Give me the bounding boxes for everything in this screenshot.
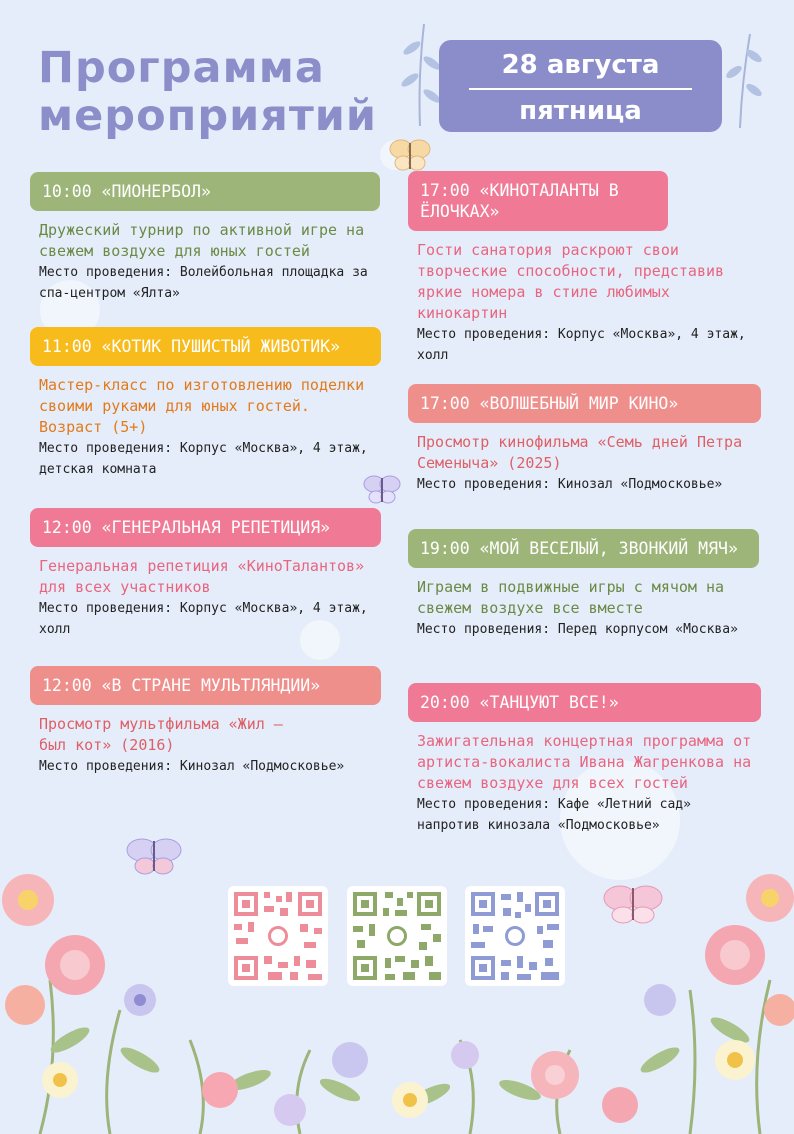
event-header: 10:00 «ПИОНЕРБОЛ»	[30, 172, 380, 211]
event-header: 19:00 «МОЙ ВЕСЕЛЫЙ, ЗВОНКИЙ МЯЧ»	[408, 529, 759, 568]
event-card	[30, 172, 380, 304]
butterfly-icon	[388, 135, 432, 175]
event-header: 12:00 «В СТРАНЕ МУЛЬТЛЯНДИИ»	[30, 666, 381, 705]
event-description: Зажигательная концертная программа от артиста-вокалиста Ивана Жагренкова на свежем воздухе для всех гостей	[417, 732, 752, 792]
date-divider	[469, 88, 692, 90]
event-place: Место проведения: Корпус «Москва», 4 этаж, холл	[39, 601, 368, 637]
event-card	[408, 171, 759, 366]
event-description: Просмотр мультфильма «Жил – был кот» (2016)	[39, 715, 283, 754]
event-card	[30, 327, 381, 480]
event-card	[408, 529, 759, 640]
event-place: Место проведения: Волейбольная площадка за спа-центром «Ялта»	[39, 265, 368, 301]
page-title	[38, 44, 377, 140]
event-header: 17:00 «КИНОТАЛАНТЫ В ЁЛОЧКАХ»	[408, 171, 668, 231]
event-place: Место проведения: Кинозал «Подмосковье»	[417, 477, 723, 492]
floral-border	[0, 860, 794, 1134]
event-card	[408, 683, 761, 836]
event-card	[30, 508, 381, 640]
butterfly-icon	[362, 470, 402, 508]
event-place: Место проведения: Перед корпусом «Москва»	[417, 622, 738, 637]
event-header: 20:00 «ТАНЦУЮТ ВСЕ!»	[408, 683, 761, 722]
event-header: 17:00 «ВОЛШЕБНЫЙ МИР КИНО»	[408, 384, 761, 423]
event-header: 12:00 «ГЕНЕРАЛЬНАЯ РЕПЕТИЦИЯ»	[30, 508, 381, 547]
event-description: Генеральная репетиция «КиноТалантов» для всех участников	[39, 557, 365, 596]
event-place: Место проведения: Кинозал «Подмосковье»	[39, 759, 345, 774]
event-description: Играем в подвижные игры с мячом на свежем воздухе все вместе	[417, 578, 725, 617]
event-description: Гости санатория раскроют свои творческие способности, представив яркие номера в стиле любимых кинокартин	[417, 241, 725, 322]
event-card	[408, 384, 761, 495]
page-title-line2: мероприятий	[38, 91, 378, 141]
event-card	[30, 666, 381, 777]
event-description: Просмотр кинофильма «Семь дней Петра Семеныча» (2025)	[417, 433, 743, 472]
event-description: Мастер-класс по изготовлению поделки своими руками для юных гостей. Возраст (5+)	[39, 376, 365, 436]
event-place: Место проведения: Корпус «Москва», 4 этаж, детская комната	[39, 441, 368, 477]
page-title-line1: Программа	[38, 43, 325, 93]
date-day: 28 августа	[501, 50, 660, 80]
date-weekday: пятница	[519, 96, 642, 126]
event-place: Место проведения: Кафе «Летний сад» напротив кинозала «Подмосковье»	[417, 797, 691, 833]
event-place: Место проведения: Корпус «Москва», 4 этаж, холл	[417, 327, 746, 363]
date-badge	[439, 40, 722, 132]
leaf-branch-icon	[720, 30, 770, 130]
event-description: Дружеский турнир по активной игре на свежем воздухе для юных гостей	[39, 221, 365, 260]
event-header: 11:00 «КОТИК ПУШИСТЫЙ ЖИВОТИК»	[30, 327, 381, 366]
